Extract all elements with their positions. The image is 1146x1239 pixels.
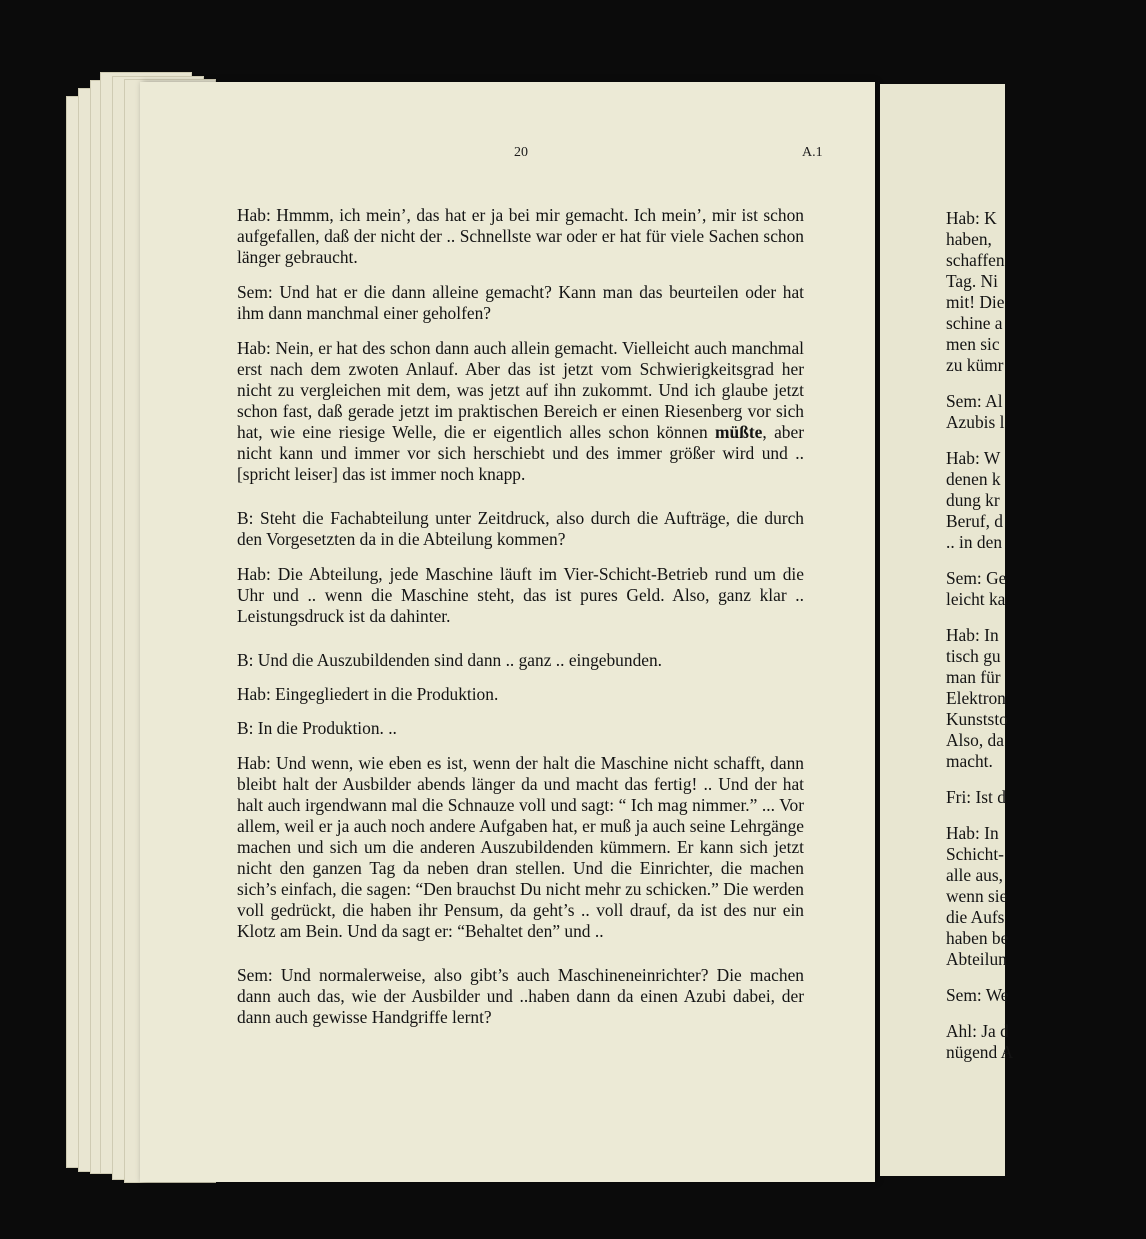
facing-page-line: dung kr bbox=[946, 490, 1000, 510]
facing-page-gap bbox=[946, 610, 1146, 625]
paragraph-text: Steht die Fachabteilung unter Zeitdruck, also durch die Aufträge, die durch den Vorgesetzten da in die Abteilung kommen? bbox=[237, 508, 804, 549]
facing-page-line: tisch gu bbox=[946, 646, 1001, 666]
speaker-label: B: bbox=[237, 650, 254, 670]
facing-page-line: Abteilun bbox=[946, 949, 1007, 969]
transcript-paragraph bbox=[237, 564, 804, 627]
facing-page-text bbox=[946, 208, 1146, 1063]
facing-page-line: Sem: Ge bbox=[946, 568, 1007, 588]
speaker-label: Sem: bbox=[237, 965, 273, 985]
speaker-label: B: bbox=[237, 508, 254, 528]
facing-page-line: schaffen bbox=[946, 250, 1005, 270]
transcript-paragraph bbox=[237, 508, 804, 550]
facing-page-line: Sem: Al bbox=[946, 391, 1003, 411]
paragraph-text: Nein, er hat des schon dann auch allein gemacht. Vielleicht auch manchmal erst nach dem zwoten Anlauf. Aber das ist jetzt vom Schwierigkeitsgrad her nicht zu vergleichen mit dem, was jetzt auf ihn zukommt. Und ich glaube jetzt schon fast, daß gerade jetzt im praktischen Bereich er einen Riesenberg vor sich hat, wie eine riesige Welle, die er eigentlich alles schon können bbox=[237, 338, 804, 442]
facing-page-line: macht. bbox=[946, 751, 993, 771]
facing-page-line: men sic bbox=[946, 334, 1000, 354]
speaker-label: Sem: bbox=[237, 282, 273, 302]
facing-page-line: Fri: Ist d bbox=[946, 787, 1006, 807]
paragraph-text: Eingegliedert in die Produktion. bbox=[270, 684, 499, 704]
facing-page-line: wenn sie bbox=[946, 886, 1008, 906]
book-page bbox=[140, 82, 875, 1182]
paragraph-text: Und wenn, wie eben es ist, wenn der halt die Maschine nicht schafft, dann bleibt halt der Ausbilder abends länger da und macht das fertig! .. Und der hat halt auch irgendwann mal die Schnauze voll und sagt: “ Ich mag nimmer.” ... Vor allem, weil er ja auch noch andere Aufgaben hat, er muß ja auch seine Lehrgänge machen und sich um die anderen Auszubildenden kümmern. Er kann sich jetzt nicht den ganzen Tag da neben dran stellen. Und die Einrichter, die machen sich’s einfach, die sagen: “Den brauchst Du nicht mehr zu schicken.” Die werden voll gedrückt, die haben ihr Pensum, da geht’s .. voll drauf, da ist des nur ein Klotz am Bein. Und da sagt er: “Behaltet den” und .. bbox=[237, 753, 804, 941]
facing-page-line: alle aus, bbox=[946, 865, 1003, 885]
facing-page-line: mit! Die bbox=[946, 292, 1005, 312]
facing-page-gap bbox=[946, 433, 1146, 448]
transcript-paragraph bbox=[237, 718, 804, 739]
facing-page-line: Schicht- bbox=[946, 844, 1004, 864]
facing-page-gap bbox=[946, 1006, 1146, 1021]
speaker-label: Hab: bbox=[237, 338, 271, 358]
facing-page-line: denen k bbox=[946, 469, 1001, 489]
facing-page-line: die Aufs bbox=[946, 907, 1005, 927]
facing-page-gap bbox=[946, 553, 1146, 568]
facing-page-line: Tag. Ni bbox=[946, 271, 998, 291]
facing-page-gap bbox=[946, 376, 1146, 391]
paragraph-text: , aber nicht kann und immer vor sich herschiebt und des immer größer wird und .. [spricht leiser] das ist immer noch knapp. bbox=[237, 422, 804, 484]
speaker-label: B: bbox=[237, 718, 254, 738]
facing-page-line: nügend A bbox=[946, 1042, 1014, 1062]
facing-page-line: Kunststo bbox=[946, 709, 1008, 729]
facing-page-line: Sem: We bbox=[946, 985, 1009, 1005]
facing-page-gap bbox=[946, 772, 1146, 787]
facing-page-line: schine a bbox=[946, 313, 1003, 333]
facing-page-line: haben, bbox=[946, 229, 992, 249]
facing-page-line: Beruf, d bbox=[946, 511, 1003, 531]
facing-page-gap bbox=[946, 970, 1146, 985]
emphasized-word: müßte bbox=[715, 422, 763, 442]
facing-page-line: .. in den bbox=[946, 532, 1003, 552]
facing-page-line: haben be bbox=[946, 928, 1009, 948]
facing-page-line: Azubis l bbox=[946, 412, 1005, 432]
facing-page-gap bbox=[946, 808, 1146, 823]
facing-page-line: Elektron bbox=[946, 688, 1006, 708]
facing-page bbox=[880, 84, 1014, 1176]
transcript-paragraph bbox=[237, 282, 804, 324]
facing-page-line: Hab: W bbox=[946, 448, 1001, 468]
transcript-body bbox=[237, 205, 804, 1042]
speaker-label: Hab: bbox=[237, 753, 271, 773]
paragraph-text: In die Produktion. .. bbox=[253, 718, 397, 738]
transcript-paragraph bbox=[237, 684, 804, 705]
transcript-paragraph bbox=[237, 753, 804, 942]
facing-page-line: Hab: K bbox=[946, 208, 997, 228]
paragraph-text: Und normalerweise, also gibt’s auch Maschineneinrichter? Die machen dann auch das, wie der Ausbilder und ..haben dann da einen Azubi dabei, der dann auch gewisse Handgriffe lernt? bbox=[237, 965, 804, 1027]
page-number: 20 bbox=[514, 145, 528, 160]
speaker-label: Hab: bbox=[237, 564, 271, 584]
paragraph-text: Und hat er die dann alleine gemacht? Kann man das beurteilen oder hat ihm dann manchmal einer geholfen? bbox=[237, 282, 804, 323]
paragraph-text: Und die Auszubildenden sind dann .. ganz .. eingebunden. bbox=[253, 650, 663, 670]
facing-page-line: man für bbox=[946, 667, 1001, 687]
speaker-label: Hab: bbox=[237, 684, 271, 704]
facing-page-line: Hab: In bbox=[946, 625, 999, 645]
section-marker: A.1 bbox=[802, 145, 823, 160]
facing-page-line: zu kümr bbox=[946, 355, 1004, 375]
transcript-paragraph bbox=[237, 205, 804, 268]
facing-page-line: leicht ka bbox=[946, 589, 1006, 609]
facing-page-line: Ahl: Ja d bbox=[946, 1021, 1009, 1041]
paragraph-text: Hmmm, ich mein’, das hat er ja bei mir gemacht. Ich mein’, mir ist schon aufgefallen, daß der nicht der .. Schnellste war oder er hat für viele Sachen schon länger gebraucht. bbox=[237, 205, 804, 267]
paragraph-text: Die Abteilung, jede Maschine läuft im Vier-Schicht-Betrieb rund um die Uhr und .. wenn die Maschine steht, das ist pures Geld. Also, ganz klar .. Leistungsdruck ist da dahinter. bbox=[237, 564, 804, 626]
transcript-paragraph bbox=[237, 650, 804, 671]
speaker-label: Hab: bbox=[237, 205, 271, 225]
facing-page-line: Hab: In bbox=[946, 823, 999, 843]
transcript-paragraph bbox=[237, 965, 804, 1028]
transcript-paragraph bbox=[237, 338, 804, 485]
facing-page-line: Also, da bbox=[946, 730, 1004, 750]
